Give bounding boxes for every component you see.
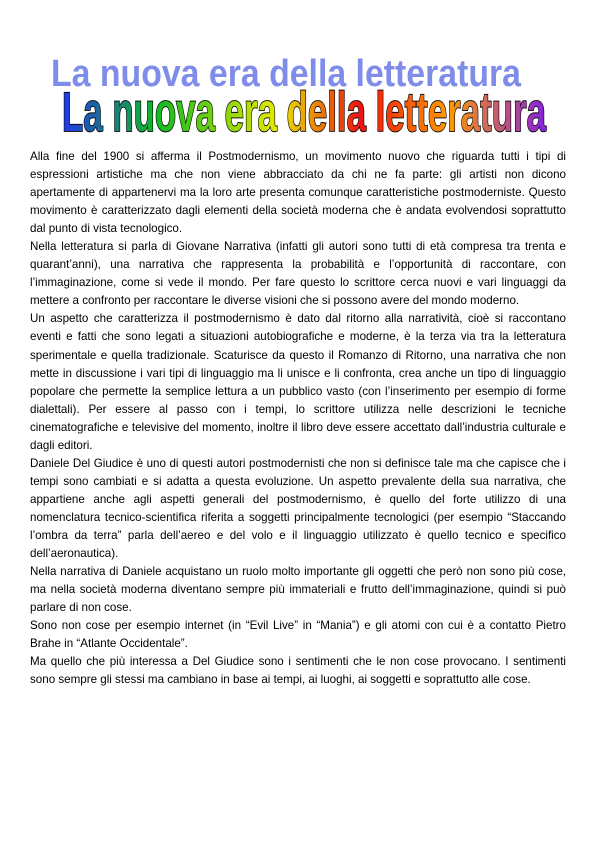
paragraph: Ma quello che più interessa a Del Giudice sono i sentimenti che le non cose provocano. I sentimenti sono sempre gli stessi ma cambiano in base ai tempi, ai luoghi, ai soggetti e soprattutto alle cose.	[30, 655, 566, 687]
title-shadow-text: La nuova era della letteratura	[51, 53, 522, 95]
paragraph: Alla fine del 1900 si afferma il Postmodernismo, un movimento nuovo che riguarda tutti i tipi di espressioni artistiche ma che non viene abbracciato da chi ne fa parte: gli artisti non dicono apertamente di appartenervi ma la loro arte presenta comunque caratteristiche postmoderniste. Questo movimento è caratterizzato dagli elementi della società moderna che è andata evolvendosi soprattutto dal punto di vista tecnologico.	[30, 150, 566, 236]
document-body	[30, 148, 566, 689]
paragraph: Daniele Del Giudice è uno di questi autori postmodernisti che non si definisce tale ma che capisce che i tempi sono cambiati e si adatta a questa evoluzione. Un aspetto prevalente della sua narrativa, che appartiene anche agli aspetti generali del postmodernismo, è quello del forte utilizzo di una nomenclatura tecnico-scientifica riferita a soggetti principalmente tecnologici (per esempio “Staccando l’ombra da terra” parla dell’aereo e del volo e il linguaggio utilizzato è quello tecnico e specifico dell’aeronautica).	[30, 456, 566, 561]
paragraph: Sono non cose per esempio internet (in “Evil Live” in “Mania”) e gli atomi con cui è a contatto Pietro Brahe in “Atlante Occidentale”.	[30, 619, 566, 651]
wordart-title	[0, 50, 596, 142]
paragraph: Nella letteratura si parla di Giovane Narrativa (infatti gli autori sono tutti di età compresa tra trenta e quarant’anni), una narrativa che rappresenta la probabilità e l’opportunità di raccontare, con l’immaginazione, come si vede il mondo. Per fare questo lo scrittore cerca nuovi e vari linguaggi da mettere a confronto per raccontare le diverse visioni che si possono avere del mondo moderno.	[30, 240, 566, 308]
paragraph: Nella narrativa di Daniele acquistano un ruolo molto importante gli oggetti che però non sono più cose, ma nella società moderna diventano sempre più immateriali e frutto dell’immaginazione, quindi si può parlare di non cose.	[30, 565, 566, 615]
paragraph: Un aspetto che caratterizza il postmodernismo è dato dal ritorno alla narratività, cioè si raccontano eventi e fatti che sono legati a situazioni autobiografiche e moderne, è la terza via tra la letteratura sperimentale e quella tradizionale. Scaturisce da questo il Romanzo di Ritorno, una narrativa che non mette in discussione i vari tipi di linguaggio ma li unisce e li confronta, crea anche un tipo di linguaggio popolare che permette la semplice lettura a un pubblico vasto (con l’inserimento per esempio di forme dialettali). Per essere al passo con i tempi, lo scrittore utilizza nelle descrizioni le tecniche cinematografiche e televisive del momento, inoltre il libro deve essere accettato dall’industria culturale e dagli editori.	[30, 312, 566, 452]
wordart-title-graphic	[0, 50, 596, 142]
page-title: La nuova era della letteratura	[62, 80, 547, 142]
